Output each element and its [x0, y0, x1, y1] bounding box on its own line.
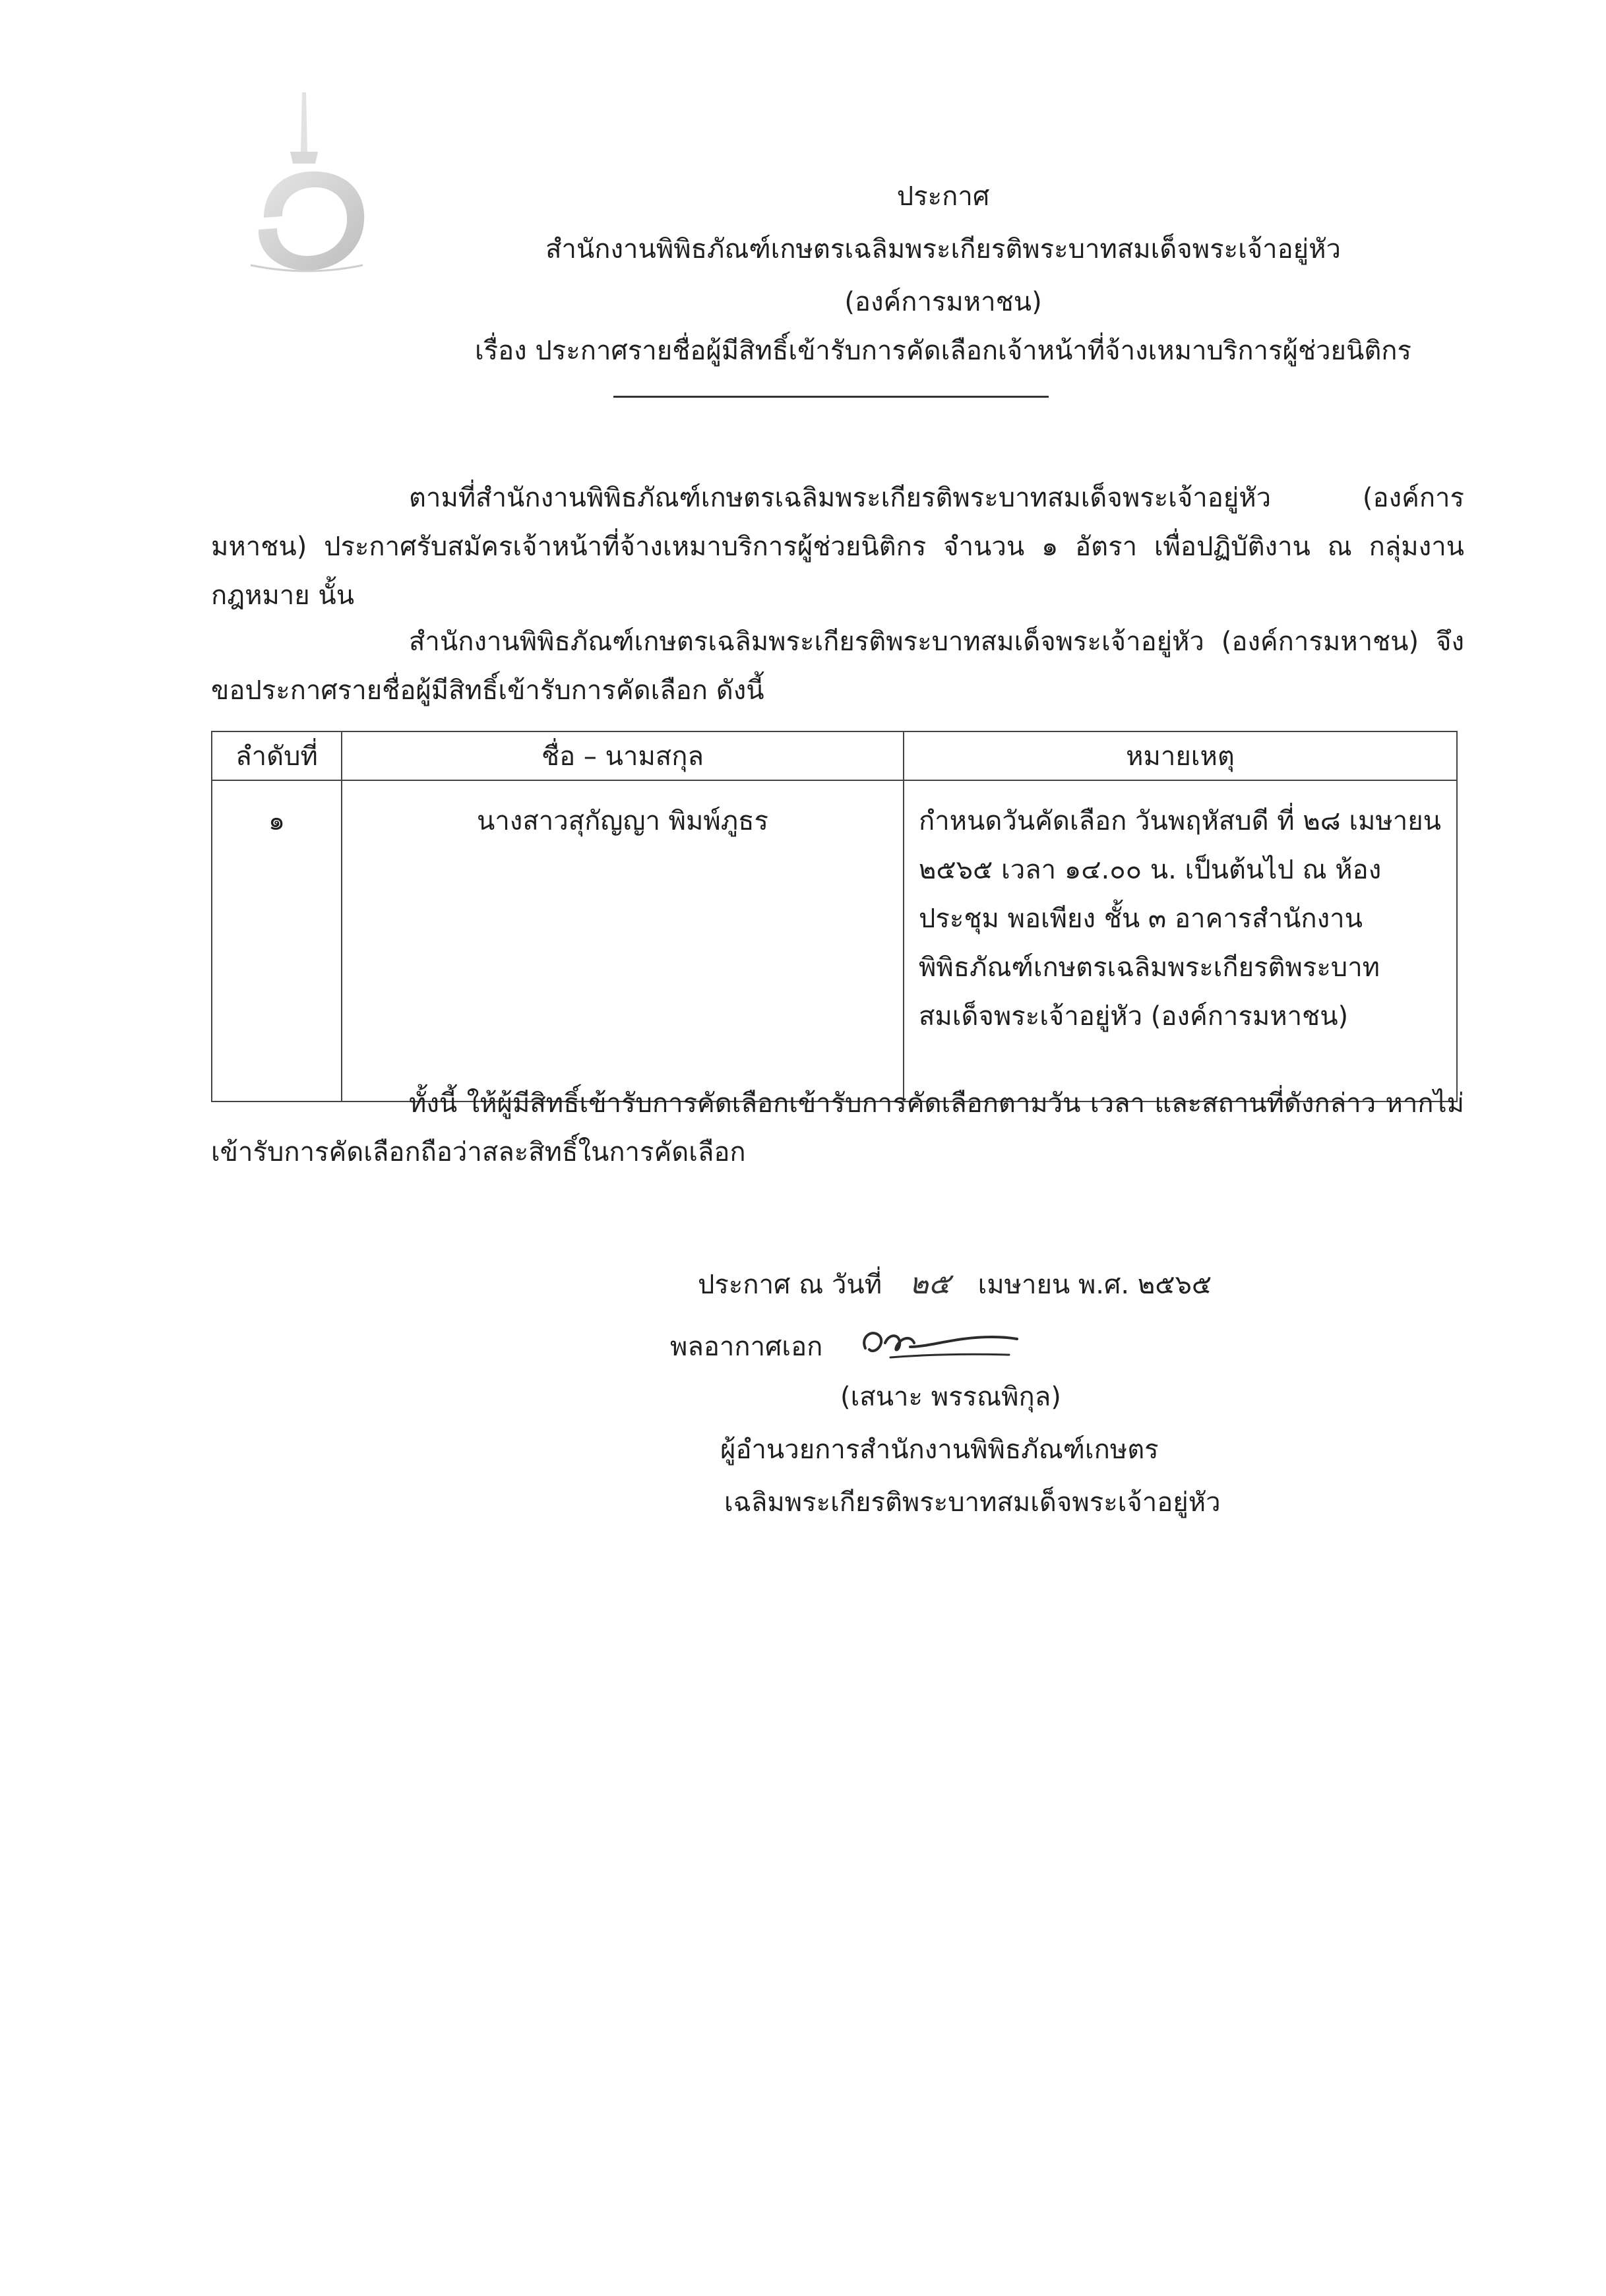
table-row	[212, 780, 1457, 1101]
date-prefix: ประกาศ ณ วันที่	[698, 1270, 882, 1300]
announcement-subject: เรื่อง ประกาศรายชื่อผู้มีสิทธิ์เข้ารับการคัดเลือกเจ้าหน้าที่จ้างเหมาบริการผู้ช่วยนิติกร	[474, 336, 1412, 366]
announcement-date	[698, 1265, 1212, 1303]
signer-position-line-2: เฉลิมพระเกียรติพระบาทสมเด็จพระเจ้าอยู่หัว	[724, 1487, 1221, 1518]
announcement-title: ประกาศ	[896, 181, 990, 212]
signer-position-line-1: ผู้อำนวยการสำนักงานพิพิธภัณฑ์เกษตร	[720, 1435, 1159, 1465]
header-divider	[613, 396, 1049, 398]
signer-rank: พลอากาศเอก	[670, 1332, 823, 1362]
date-day: ๒๕	[909, 1267, 951, 1301]
row-name: นางสาวสุกัญญา พิมพ์ภูธร	[342, 780, 904, 1101]
organization-type: (องค์การมหาชน)	[844, 287, 1042, 317]
recipients-table	[211, 731, 1458, 1102]
body-paragraph-1: ตามที่สำนักงานพิพิธภัณฑ์เกษตรเฉลิมพระเกียรติพระบาทสมเด็จพระเจ้าอยู่หัว (องค์การมหาชน) ประกาศรับสมัครเจ้าหน้าที่จ้างเหมาบริการผู้ช่วยนิติกร จำนวน ๑ อัตรา เพื่อปฏิบัติงาน ณ กลุ่มงานกฎหมาย นั้น	[211, 483, 1465, 611]
body-paragraph-2: สำนักงานพิพิธภัณฑ์เกษตรเฉลิมพระเกียรติพระบาทสมเด็จพระเจ้าอยู่หัว (องค์การมหาชน) จึงขอประกาศรายชื่อผู้มีสิทธิ์เข้ารับการคัดเลือก ดังนี้	[211, 627, 1464, 706]
handwritten-signature-icon	[851, 1317, 1022, 1369]
column-header-number: ลำดับที่	[212, 731, 342, 780]
column-header-name: ชื่อ – นามสกุล	[342, 731, 904, 780]
row-number: ๑	[212, 780, 342, 1101]
table-header-row	[212, 731, 1457, 780]
date-suffix: เมษายน พ.ศ. ๒๕๖๕	[977, 1270, 1212, 1300]
row-remark: กำหนดวันคัดเลือก วันพฤหัสบดี ที่ ๒๘ เมษายน ๒๕๖๕ เวลา ๑๔.๐๐ น. เป็นต้นไป ณ ห้องประชุม พอเพียง ชั้น ๓ อาคารสำนักงานพิพิธภัณฑ์เกษตรเฉลิมพระเกียรติพระบาทสมเด็จพระเจ้าอยู่หัว (องค์การมหาชน)	[904, 780, 1457, 1101]
column-header-remark: หมายเหตุ	[904, 731, 1457, 780]
museum-logo-icon	[224, 79, 389, 297]
body-paragraph-3: ทั้งนี้ ให้ผู้มีสิทธิ์เข้ารับการคัดเลือกเข้ารับการคัดเลือกตามวัน เวลา และสถานที่ดังกล่าว หากไม่เข้ารับการคัดเลือกถือว่าสละสิทธิ์ในการคัดเลือก	[211, 1088, 1464, 1167]
signer-name: (เสนาะ พรรณพิกุล)	[840, 1382, 1061, 1412]
organization-name: สำนักงานพิพิธภัณฑ์เกษตรเฉลิมพระเกียรติพระบาทสมเด็จพระเจ้าอยู่หัว	[545, 234, 1341, 264]
